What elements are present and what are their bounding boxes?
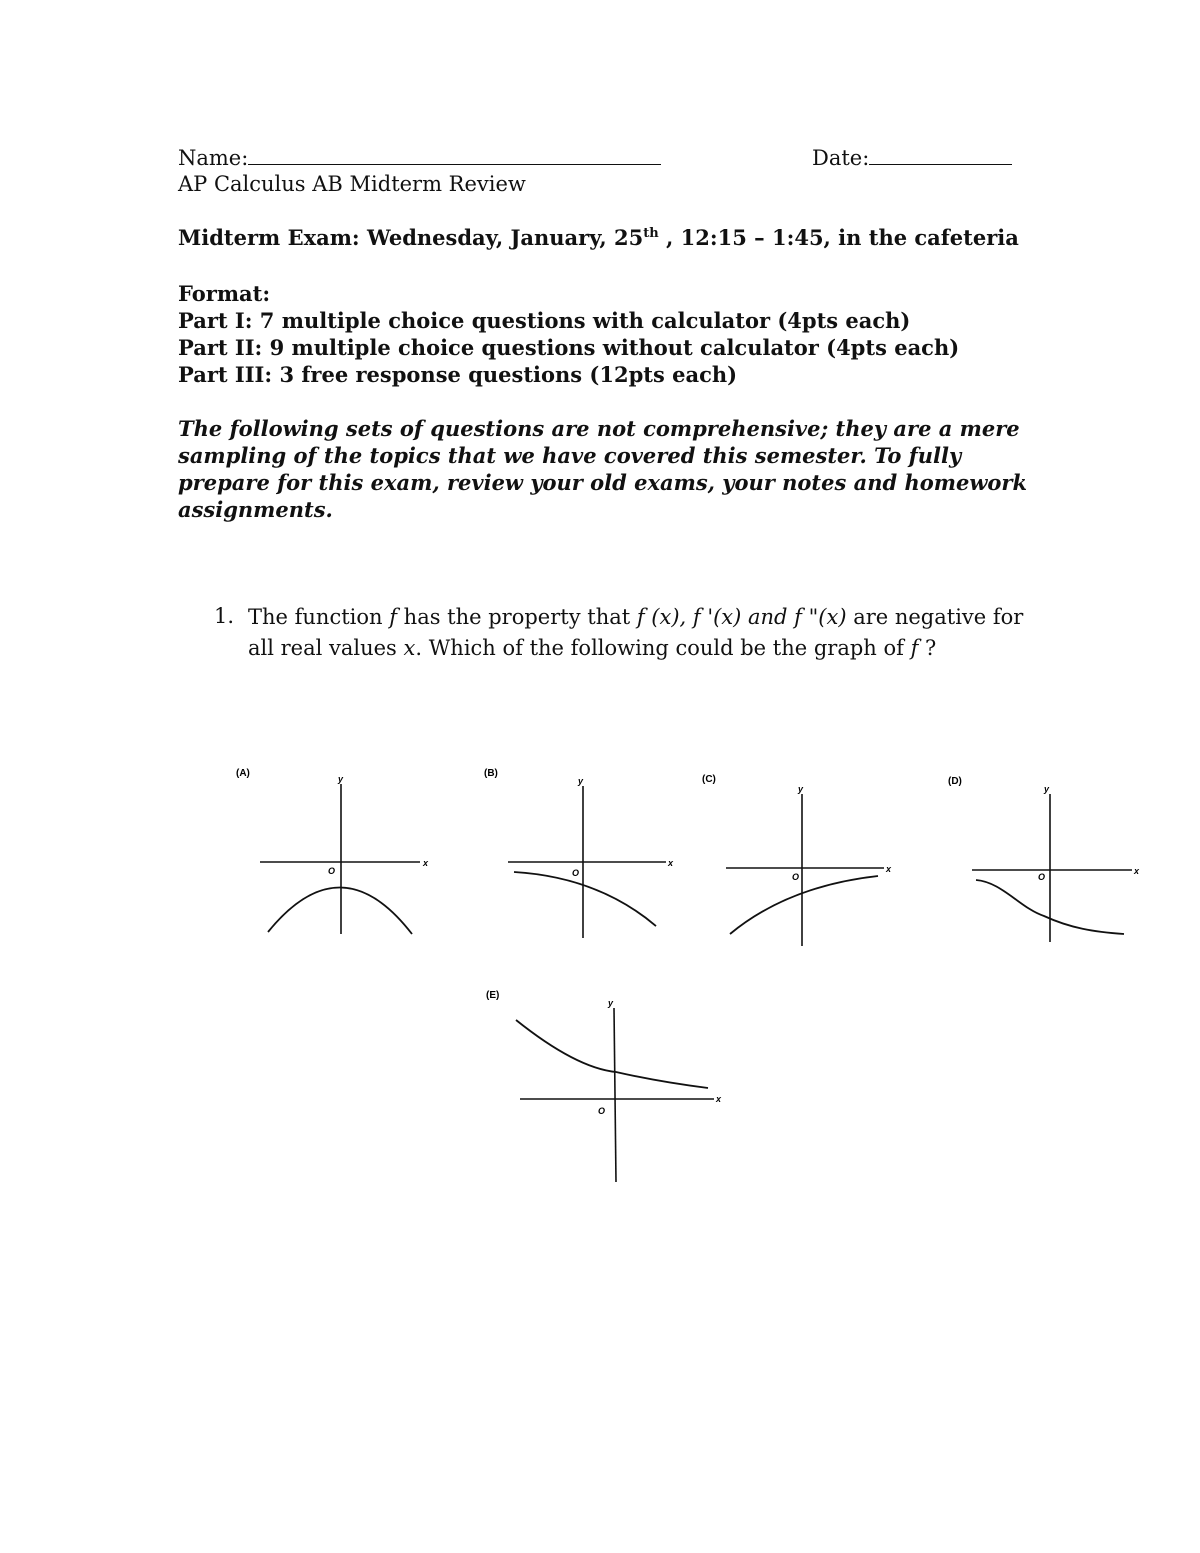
graph-d-origin: O — [1038, 872, 1046, 882]
graph-e-curve — [516, 1020, 708, 1088]
graph-a-x-label: x — [423, 858, 429, 868]
format-heading: Format: — [178, 281, 271, 306]
graph-d — [944, 768, 1144, 948]
graph-e — [480, 982, 730, 1192]
format-part-1: Part I: 7 multiple choice questions with calculator (4pts each) — [178, 308, 911, 333]
graph-e-y-label: y — [608, 998, 614, 1008]
graph-d-label: (D) — [948, 776, 962, 787]
graph-a-origin: O — [328, 866, 336, 876]
graph-c-y-label: y — [798, 784, 804, 794]
graph-a — [230, 762, 430, 942]
graph-b-origin: O — [572, 868, 580, 878]
graph-c-curve — [730, 876, 878, 934]
graph-c-x-label: x — [886, 864, 892, 874]
q1-f: f — [389, 605, 397, 629]
name-blank[interactable] — [248, 144, 661, 165]
q1-f2: f — [910, 636, 919, 660]
graph-d-x-label: x — [1134, 866, 1140, 876]
name-label: Name: — [178, 146, 249, 170]
question-1-number: 1. — [214, 604, 235, 628]
exam-info-suffix: , 12:15 – 1:45, in the cafeteria — [658, 225, 1019, 250]
graph-b-y-label: y — [578, 776, 584, 786]
graph-b — [478, 762, 678, 942]
q1-text-d: . Which of the following could be the graph of — [415, 636, 911, 660]
q1-x: x — [403, 636, 416, 660]
date-line — [812, 144, 1012, 172]
graph-b-curve — [514, 872, 656, 926]
graph-b-label: (B) — [484, 768, 498, 779]
question-1-text — [248, 602, 1048, 664]
q1-text-b: has the property that — [397, 605, 637, 629]
graph-c-origin: O — [792, 872, 800, 882]
graph-b-x-label: x — [668, 858, 674, 868]
graph-e-origin: O — [598, 1106, 606, 1116]
exam-info-sup: th — [643, 226, 659, 241]
graph-d-y-label: y — [1044, 784, 1050, 794]
graph-a-y-label: y — [338, 774, 344, 784]
q1-text-e: ? — [918, 636, 937, 660]
graph-c-label: (C) — [702, 774, 716, 785]
graph-c — [696, 768, 896, 948]
name-line — [178, 144, 661, 172]
exam-info-prefix: Midterm Exam: Wednesday, January, 25 — [178, 225, 644, 250]
review-note: The following sets of questions are not comprehensive; they are a mere sampling of the topics that we have covered this semester. To fully prepare for this exam, review your old exams, your notes and homework assignments. — [178, 416, 1028, 522]
graph-a-curve — [268, 887, 412, 934]
format-part-3: Part III: 3 free response questions (12pts each) — [178, 362, 738, 387]
date-blank[interactable] — [869, 144, 1012, 165]
q1-text-a: The function — [248, 605, 390, 629]
graph-a-label: (A) — [236, 768, 250, 779]
exam-info — [178, 224, 1019, 251]
q1-text-c: are negative for all real values — [248, 605, 1024, 660]
graph-e-x-label: x — [716, 1094, 722, 1104]
format-part-2: Part II: 9 multiple choice questions without calculator (4pts each) — [178, 335, 960, 360]
graph-e-y-axis — [614, 1008, 616, 1182]
q1-expr: f (x), f '(x) and f "(x) — [636, 605, 847, 629]
course-title: AP Calculus AB Midterm Review — [178, 172, 526, 196]
date-label: Date: — [812, 146, 870, 170]
graph-e-label: (E) — [486, 990, 500, 1001]
